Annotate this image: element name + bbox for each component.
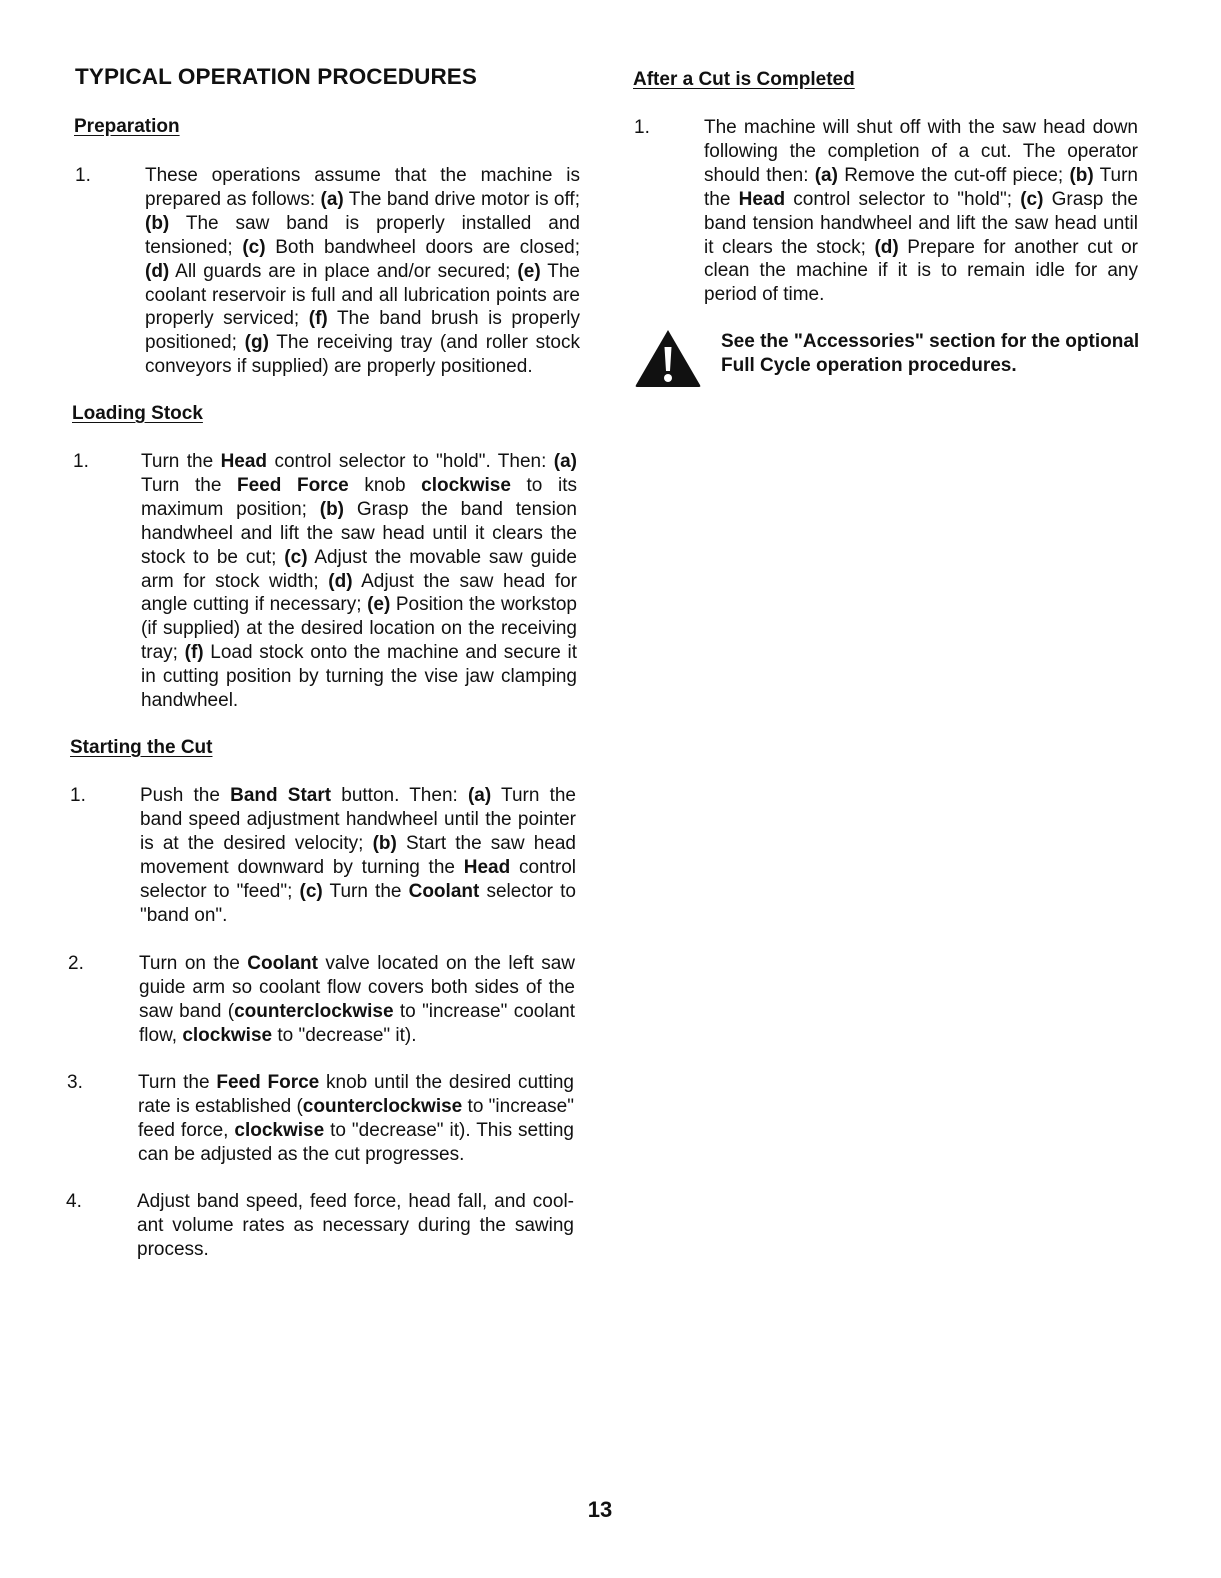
emphasis-run: Head [463,856,511,878]
step-text [137,1190,574,1262]
text-run: control selector to "feed"; [140,856,576,902]
step-text [138,1071,574,1167]
text-run: knob until the desired cutting rate is established ( [138,1072,574,1117]
text-run: The band drive motor is off; [343,188,580,210]
text-run: control selector to "hold"; [785,188,1021,210]
emphasis-run: (a) [320,188,344,210]
step-text [704,116,1138,307]
emphasis-run: (a) [814,164,838,186]
step-number: 1. [73,451,89,472]
text-run: Both bandwheel doors are closed; [265,236,580,258]
text-run: to "decrease" it). This setting can be adjusted as the cut progresses. [138,1119,575,1165]
text-run: Turn the band speed adjustment handwheel until the pointer is at the desired velocity; [140,785,576,854]
emphasis-run: (b) [1069,164,1094,186]
emphasis-run: Feed Force [237,474,349,496]
text-run: knob [348,474,422,496]
step-text [139,952,575,1048]
step-number: 4. [66,1191,82,1212]
emphasis-run: (a) [467,785,492,806]
text-run: Start the saw head movement downward by turning the [140,832,576,878]
emphasis-run: (d) [328,570,353,592]
emphasis-run: counterclockwise [302,1095,463,1117]
emphasis-run: (b) [145,212,170,234]
text-run: All guards are in place and/or secured; [169,260,518,282]
text-run: These operations assume that the machine is prepared as follows: [145,165,580,210]
accessories-note [633,327,1143,391]
emphasis-run: clockwise [234,1119,325,1141]
text-run: The machine will shut off with the saw head down following the completion of a cut. The operator should then: [704,117,1138,186]
emphasis-run: (b) [372,832,397,854]
text-run: Turn the [141,474,237,496]
text-run: Adjust the saw head for angle cutting if necessary; [141,570,577,616]
text-run: control selector to "hold". Then: [267,451,554,472]
text-run: to "decrease" it). [272,1024,417,1046]
text-run: to "increase" feed force, [138,1095,574,1141]
step-number: 2. [68,953,84,974]
emphasis-run: (b) [319,498,345,520]
text-run: valve located on the left saw guide arm so coolant flow covers both sides of the saw band ( [139,953,575,1022]
emphasis-run: (g) [244,332,269,354]
text-run: Remove the cut-off piece; [837,164,1070,186]
text-run: Turn the [138,1072,217,1093]
text-run: The receiving tray (and roller stock conveyors if supplied) are properly positioned. [145,332,580,378]
text-run: Push the [140,785,231,806]
text-run: The band brush is properly positioned; [145,308,581,354]
emphasis-run: counterclockwise [234,1000,394,1022]
emphasis-run: (c) [242,236,266,258]
loading-stock-heading: Loading Stock [72,403,203,424]
text-run: Prepare for another cut or clean the machine if it is to remain idle for any period of time. [704,236,1138,306]
text-run: Position the workstop (if supplied) at the desired location on the receiving tray; [141,594,577,664]
emphasis-run: Head [220,451,268,472]
text-run: Adjust the movable saw guide arm for stock width; [141,546,577,592]
warning-triangle-icon [633,327,703,389]
emphasis-run: (a) [553,451,577,472]
emphasis-run: Band Start [230,785,332,806]
preparation-heading: Preparation [74,116,180,137]
emphasis-run: (d) [874,236,899,258]
text-run: The coolant reservoir is full and all lubrication points are properly serviced; [145,260,580,330]
starting-cut-heading: Starting the Cut [70,737,213,758]
emphasis-run: (e) [367,594,391,616]
after-cut-heading: After a Cut is Completed [633,69,855,90]
emphasis-run: Coolant [247,953,318,974]
text-run: button. Then: [331,785,468,806]
emphasis-run: (c) [299,880,323,902]
emphasis-run: (c) [284,546,308,568]
emphasis-run: Feed Force [216,1072,320,1093]
text-run: Turn the [322,880,409,902]
emphasis-run: (f) [308,308,328,330]
page-number: 13 [587,1497,613,1522]
text-run: The saw band is properly installed and tensioned; [145,212,580,258]
text-run: selector to "band on". [140,880,576,926]
emphasis-run: (f) [184,642,204,664]
text-run: to its maximum position; [141,474,577,520]
step-text [140,784,576,927]
text-run: to "increase" coolant flow, [139,1000,575,1046]
emphasis-run: Coolant [408,880,480,902]
step-text [141,450,577,713]
emphasis-run: clockwise [182,1024,273,1046]
emphasis-run: clockwise [421,474,511,496]
step-number: 3. [67,1072,83,1093]
emphasis-run: (c) [1020,188,1044,210]
page-title: TYPICAL OPERATION PROCEDURES [75,64,478,89]
emphasis-run: (d) [145,260,170,282]
step-number: 1. [70,785,86,806]
emphasis-run: (e) [517,260,541,282]
emphasis-run: Head [738,188,786,210]
text-run: Grasp the band tension handwheel and lift the saw head until it clears the stock to be cut; [141,498,577,568]
text-run: Turn the [704,164,1138,210]
step-text [145,164,580,379]
accessories-note-text: See the "Accessories" section for the optional Full Cycle operation procedures. [721,331,1140,376]
step-number: 1. [634,117,650,138]
step-number: 1. [75,165,91,186]
text-run: Load stock onto the machine and secure it in cutting position by turning the vise jaw clamping handwheel. [141,642,578,712]
text-run: Turn on the [139,953,248,974]
text-run: Adjust band speed, feed force, head fall, and cool-ant volume rates as necessary during the sawing process. [137,1191,574,1260]
text-run: Turn the [141,451,221,472]
text-run: Grasp the band tension handwheel and lift the saw head until it clears the stock; [704,188,1138,258]
